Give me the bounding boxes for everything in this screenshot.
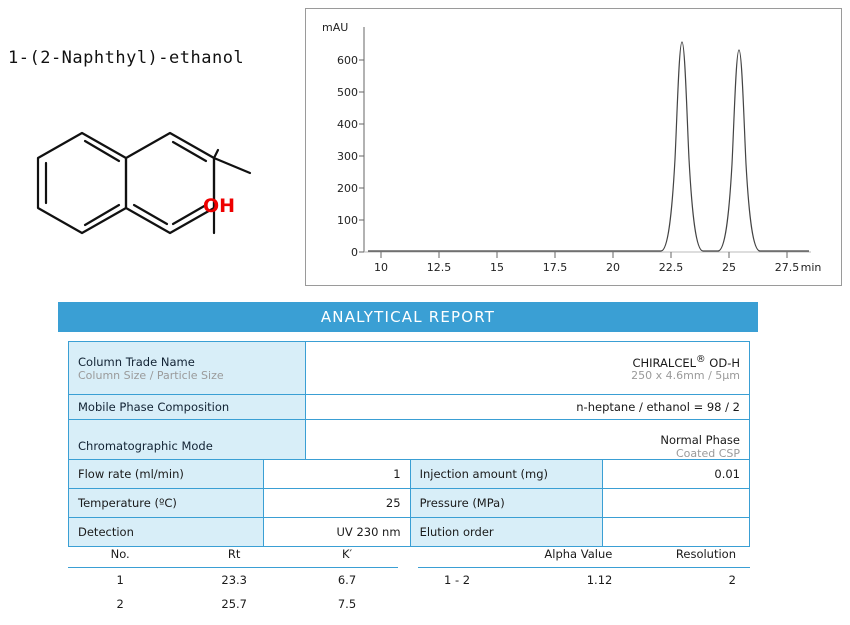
col-alpha-value: Alpha Value — [500, 543, 639, 568]
registered-mark: ® — [696, 353, 706, 365]
label-flow-rate: Flow rate (ml/min) — [69, 460, 264, 489]
col-no: No. — [68, 543, 172, 568]
col-kprime: K′ — [296, 543, 398, 568]
value-text: Normal Phase — [660, 432, 740, 447]
value-pressure — [602, 489, 750, 518]
svg-text:300: 300 — [337, 150, 358, 163]
svg-text:12.5: 12.5 — [426, 261, 452, 274]
value-main: CHIRALCEL — [632, 355, 697, 370]
separation-results-table — [418, 543, 750, 592]
label-text: Column Trade Name — [78, 354, 195, 369]
cell-no: 1 — [116, 573, 124, 587]
svg-text:22.5: 22.5 — [658, 261, 684, 274]
table-row — [68, 568, 398, 593]
table-row — [418, 568, 750, 593]
value-flow-rate: 1 — [263, 460, 410, 489]
table-header-row — [68, 543, 398, 568]
page-title: 1-(2-Naphthyl)-ethanol — [8, 48, 245, 68]
cell-rt: 23.3 — [221, 573, 247, 587]
row-label-column-trade-name — [69, 342, 306, 395]
col-rt: Rt — [172, 543, 296, 568]
y-axis-ticks — [337, 54, 364, 259]
svg-text:min: min — [800, 261, 822, 274]
value-subtext: 250 x 4.6mm / 5μm — [631, 369, 740, 383]
label-text: Mobile Phase Composition — [78, 400, 230, 414]
col-resolution: Resolution — [638, 543, 750, 568]
hydroxyl-label: OH — [203, 195, 236, 217]
label-detection: Detection — [69, 518, 264, 547]
cell-resolution: 2 — [728, 573, 736, 587]
value-text — [315, 354, 740, 370]
svg-text:15: 15 — [490, 261, 504, 274]
svg-text:27.5: 27.5 — [774, 261, 800, 274]
svg-text:200: 200 — [337, 182, 358, 195]
col-pair — [418, 543, 500, 568]
table-row — [69, 395, 750, 420]
cell-kprime: 6.7 — [337, 573, 357, 587]
value-detection: UV 230 nm — [263, 518, 410, 547]
value-tail: OD-H — [705, 355, 740, 370]
value-injection-amount: 0.01 — [602, 460, 750, 489]
sublabel-text: Column Size / Particle Size — [78, 368, 224, 382]
chromatogram-trace — [368, 42, 809, 251]
structure-svg — [10, 95, 290, 245]
label-injection-amount: Injection amount (mg) — [410, 460, 602, 489]
svg-text:500: 500 — [337, 86, 358, 99]
value-text: n-heptane / ethanol = 98 / 2 — [576, 400, 740, 414]
table-header-row — [418, 543, 750, 568]
value-temperature: 25 — [263, 489, 410, 518]
peak-results-table — [68, 543, 398, 616]
svg-text:0: 0 — [351, 246, 358, 259]
table-row — [69, 342, 750, 395]
x-axis-ticks — [374, 252, 821, 274]
chromatogram-svg — [306, 9, 841, 285]
report-header: ANALYTICAL REPORT — [58, 302, 758, 332]
label-text: Chromatographic Mode — [78, 439, 213, 453]
label-temperature: Temperature (ºC) — [69, 489, 264, 518]
svg-text:25: 25 — [722, 261, 736, 274]
value-subtext: Coated CSP — [675, 446, 740, 460]
conditions-table — [68, 459, 750, 547]
chromatogram-panel — [305, 8, 842, 286]
column-info-table — [68, 341, 750, 473]
chemical-structure — [10, 95, 290, 245]
y-axis-label: mAU — [322, 21, 349, 34]
cell-rt: 25.7 — [221, 597, 247, 611]
svg-text:17.5: 17.5 — [542, 261, 568, 274]
row-label-mobile-phase — [69, 395, 306, 420]
row-value-column-trade-name — [306, 342, 750, 395]
svg-text:20: 20 — [606, 261, 620, 274]
cell-pair: 1 - 2 — [444, 573, 471, 587]
cell-kprime: 7.5 — [337, 597, 357, 611]
table-row — [68, 592, 398, 616]
cell-alpha-value: 1.12 — [586, 573, 613, 587]
svg-text:100: 100 — [337, 214, 358, 227]
svg-text:600: 600 — [337, 54, 358, 67]
svg-text:400: 400 — [337, 118, 358, 131]
label-pressure: Pressure (MPa) — [410, 489, 602, 518]
cell-no: 2 — [116, 597, 124, 611]
svg-text:10: 10 — [374, 261, 388, 274]
label-elution-order: Elution order — [410, 518, 602, 547]
row-value-mobile-phase — [306, 395, 750, 420]
table-row — [69, 489, 750, 518]
table-row — [69, 460, 750, 489]
